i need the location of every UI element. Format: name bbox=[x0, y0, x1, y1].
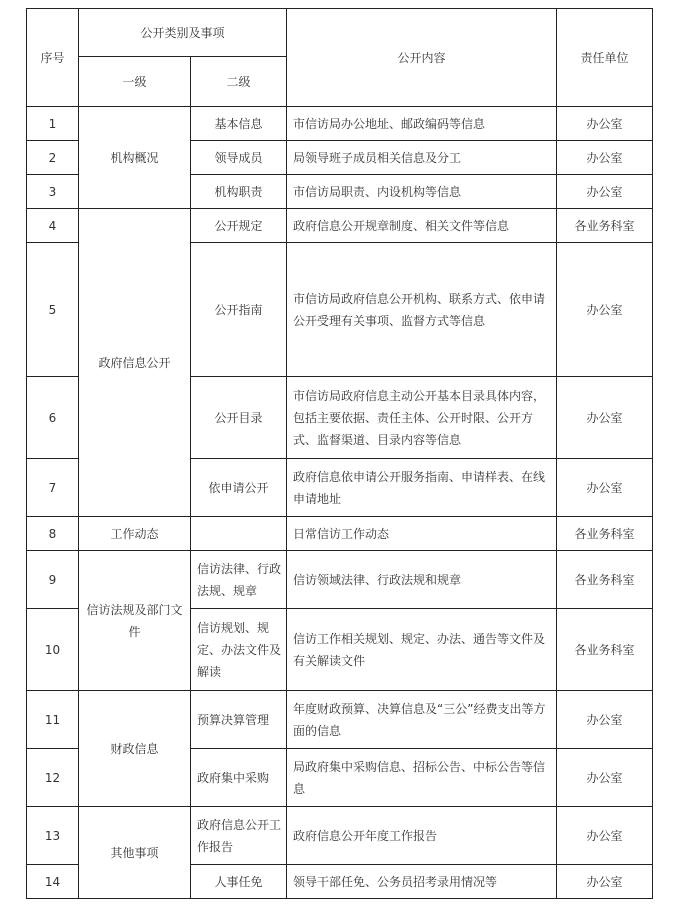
content-cell: 信访工作相关规划、规定、办法、通告等文件及有关解读文件 bbox=[287, 609, 557, 691]
content-cell: 局领导班子成员相关信息及分工 bbox=[287, 141, 557, 175]
unit-cell: 办公室 bbox=[557, 141, 653, 175]
seq-cell: 9 bbox=[27, 551, 79, 609]
level1-cell: 政府信息公开 bbox=[79, 209, 191, 517]
seq-cell: 4 bbox=[27, 209, 79, 243]
unit-cell: 办公室 bbox=[557, 865, 653, 899]
seq-cell: 5 bbox=[27, 243, 79, 377]
content-cell: 市信访局政府信息主动公开基本目录具体内容，包括主要依据、责任主体、公开时限、公开方式、监督渠道、目录内容等信息 bbox=[287, 377, 557, 459]
seq-cell: 11 bbox=[27, 691, 79, 749]
table-row bbox=[27, 107, 653, 141]
level1-cell: 工作动态 bbox=[79, 517, 191, 551]
level2-cell: 公开指南 bbox=[191, 243, 287, 377]
level2-cell: 基本信息 bbox=[191, 107, 287, 141]
level1-cell: 财政信息 bbox=[79, 691, 191, 807]
seq-cell: 1 bbox=[27, 107, 79, 141]
table-row bbox=[27, 517, 653, 551]
table-row bbox=[27, 807, 653, 865]
level2-cell bbox=[191, 517, 287, 551]
content-cell: 局政府集中采购信息、招标公告、中标公告等信息 bbox=[287, 749, 557, 807]
seq-cell: 14 bbox=[27, 865, 79, 899]
level2-cell: 依申请公开 bbox=[191, 459, 287, 517]
level1-cell: 其他事项 bbox=[79, 807, 191, 899]
level2-cell: 公开目录 bbox=[191, 377, 287, 459]
content-cell: 政府信息公开年度工作报告 bbox=[287, 807, 557, 865]
header-category-group: 公开类别及事项 bbox=[79, 9, 287, 57]
unit-cell: 办公室 bbox=[557, 749, 653, 807]
seq-cell: 3 bbox=[27, 175, 79, 209]
seq-cell: 7 bbox=[27, 459, 79, 517]
disclosure-table bbox=[26, 8, 653, 899]
header-level1: 一级 bbox=[79, 57, 191, 107]
header-seq: 序号 bbox=[27, 9, 79, 107]
level2-cell: 公开规定 bbox=[191, 209, 287, 243]
header-content: 公开内容 bbox=[287, 9, 557, 107]
content-cell: 信访领域法律、行政法规和规章 bbox=[287, 551, 557, 609]
seq-cell: 13 bbox=[27, 807, 79, 865]
content-cell: 市信访局职责、内设机构等信息 bbox=[287, 175, 557, 209]
unit-cell: 各业务科室 bbox=[557, 517, 653, 551]
level2-cell: 信访法律、行政法规、规章 bbox=[191, 551, 287, 609]
unit-cell: 办公室 bbox=[557, 377, 653, 459]
seq-cell: 10 bbox=[27, 609, 79, 691]
content-cell: 领导干部任免、公务员招考录用情况等 bbox=[287, 865, 557, 899]
unit-cell: 办公室 bbox=[557, 459, 653, 517]
seq-cell: 12 bbox=[27, 749, 79, 807]
unit-cell: 办公室 bbox=[557, 243, 653, 377]
level2-cell: 领导成员 bbox=[191, 141, 287, 175]
content-cell: 日常信访工作动态 bbox=[287, 517, 557, 551]
seq-cell: 6 bbox=[27, 377, 79, 459]
unit-cell: 各业务科室 bbox=[557, 209, 653, 243]
content-cell: 年度财政预算、决算信息及“三公”经费支出等方面的信息 bbox=[287, 691, 557, 749]
table-row bbox=[27, 691, 653, 749]
seq-cell: 8 bbox=[27, 517, 79, 551]
unit-cell: 办公室 bbox=[557, 107, 653, 141]
level2-cell: 机构职责 bbox=[191, 175, 287, 209]
content-cell: 政府信息依申请公开服务指南、申请样表、在线申请地址 bbox=[287, 459, 557, 517]
level2-cell: 人事任免 bbox=[191, 865, 287, 899]
unit-cell: 各业务科室 bbox=[557, 551, 653, 609]
level2-cell: 预算决算管理 bbox=[191, 691, 287, 749]
content-cell: 市信访局政府信息公开机构、联系方式、依申请公开受理有关事项、监督方式等信息 bbox=[287, 243, 557, 377]
table-row bbox=[27, 551, 653, 609]
level2-cell: 信访规划、规定、办法文件及解读 bbox=[191, 609, 287, 691]
header-level2: 二级 bbox=[191, 57, 287, 107]
content-cell: 市信访局办公地址、邮政编码等信息 bbox=[287, 107, 557, 141]
unit-cell: 办公室 bbox=[557, 691, 653, 749]
unit-cell: 办公室 bbox=[557, 807, 653, 865]
unit-cell: 各业务科室 bbox=[557, 609, 653, 691]
level1-cell: 信访法规及部门文件 bbox=[79, 551, 191, 691]
unit-cell: 办公室 bbox=[557, 175, 653, 209]
level2-cell: 政府信息公开工作报告 bbox=[191, 807, 287, 865]
level1-cell: 机构概况 bbox=[79, 107, 191, 209]
seq-cell: 2 bbox=[27, 141, 79, 175]
level2-cell: 政府集中采购 bbox=[191, 749, 287, 807]
header-unit: 责任单位 bbox=[557, 9, 653, 107]
table-row bbox=[27, 209, 653, 243]
content-cell: 政府信息公开规章制度、相关文件等信息 bbox=[287, 209, 557, 243]
